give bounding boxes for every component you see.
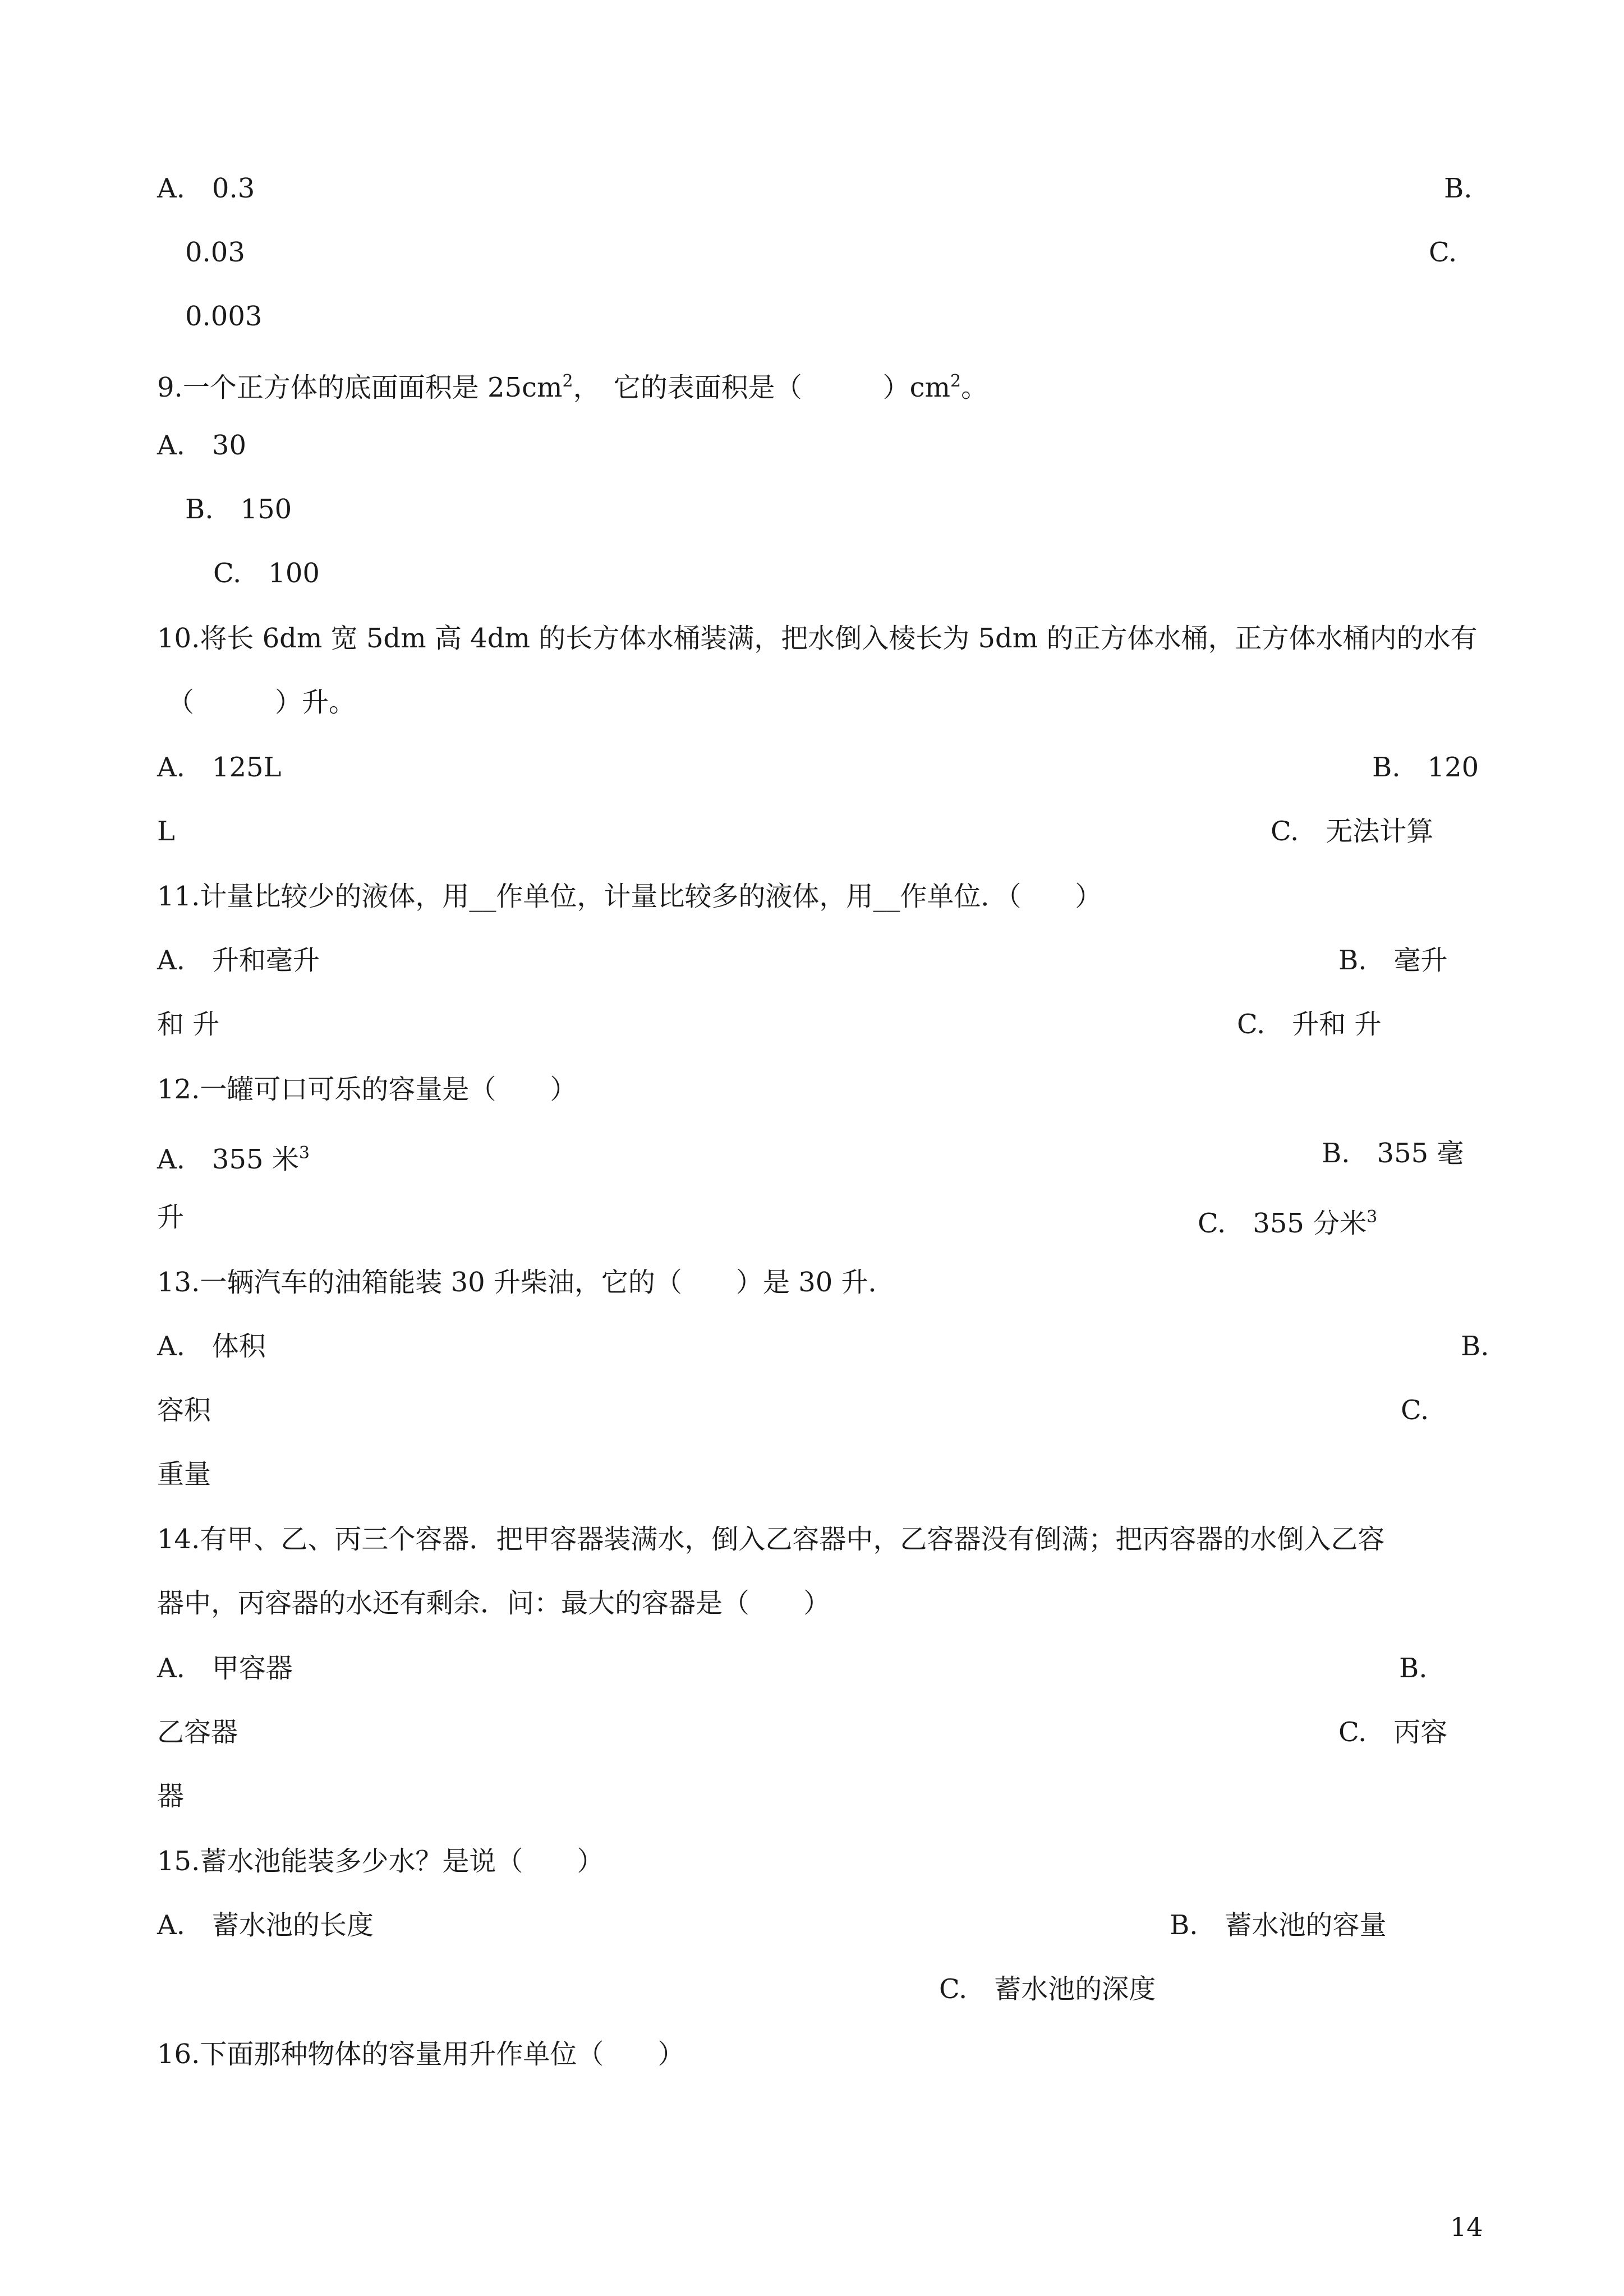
q10-option-b: B. 120 [1372, 752, 1479, 783]
q11-option-a: A. 升和毫升 [157, 945, 320, 976]
q14-option-b-label: B. [1399, 1653, 1428, 1684]
q14-stem-line1: 14.有甲、乙、丙三个容器．把甲容器装满水，倒入乙容器中，乙容器没有倒满；把丙容器的水倒入乙容 [157, 1524, 1385, 1555]
q15-option-c: C. 蓄水池的深度 [939, 1973, 1156, 2005]
q12-option-c: C. 355 分米$^3$ [1198, 1207, 1378, 1239]
q8-option-a: A. 0.3 [157, 173, 255, 204]
q12-option-a: A. 355 米$^3$ [157, 1143, 310, 1175]
q13-option-c-label: C. [1401, 1395, 1429, 1426]
q9-option-a: A. 30 [157, 430, 247, 461]
q13-stem: 13.一辆汽车的油箱能装 30 升柴油，它的（ ）是 30 升． [157, 1267, 895, 1298]
q13-option-c-value: 重量 [157, 1458, 211, 1490]
q15-stem: 15.蓄水池能装多少水？是说（ ） [157, 1846, 604, 1877]
q11-stem: 11.计量比较少的液体，用__作单位，计量比较多的液体，用__作单位．（ ） [157, 881, 1102, 912]
q14-option-a: A. 甲容器 [157, 1653, 293, 1684]
q8-option-b-value: 0.03 [185, 237, 245, 268]
q14-option-c: C. 丙容 [1338, 1717, 1448, 1748]
q11-option-c: C. 升和 升 [1237, 1009, 1382, 1040]
q12-option-b-cont: 升 [157, 1202, 185, 1233]
page-number: 14 [1450, 2212, 1483, 2242]
q16-stem: 16.下面那种物体的容量用升作单位（ ） [157, 2039, 685, 2070]
q8-option-c-value: 0.003 [185, 301, 263, 332]
q10-option-a: A. 125L [157, 752, 282, 783]
q15-option-a: A. 蓄水池的长度 [157, 1910, 374, 1941]
q15-option-b: B. 蓄水池的容量 [1170, 1910, 1387, 1941]
q12-stem: 12.一罐可口可乐的容量是（ ） [157, 1074, 577, 1105]
q9-option-b: B. 150 [185, 494, 292, 525]
q13-option-b-label: B. [1461, 1331, 1489, 1362]
q14-option-c-cont: 器 [157, 1780, 185, 1812]
q11-option-b: B. 毫升 [1338, 945, 1448, 976]
q10-stem-line2: （ ）升。 [167, 687, 356, 718]
q13-option-a: A. 体积 [157, 1331, 266, 1362]
q10-option-c: C. 无法计算 [1271, 816, 1434, 847]
q14-stem-line2: 器中，丙容器的水还有剩余．问：最大的容器是（ ） [157, 1588, 831, 1619]
q8-option-b-label: B. [1444, 173, 1473, 204]
q8-option-c-label: C. [1429, 237, 1457, 268]
q9-option-c: C. 100 [213, 558, 320, 589]
q10-stem-line1: 10.将长 6dm 宽 5dm 高 4dm 的长方体水桶装满，把水倒入棱长为 5dm 的正方体水桶，正方体水桶内的水有 [157, 623, 1478, 654]
q14-option-b-value: 乙容器 [157, 1717, 238, 1748]
q11-option-b-cont: 和 升 [157, 1009, 220, 1040]
q10-option-b-cont: L [157, 816, 175, 847]
q9-stem: 9.一个正方体的底面面积是 $25cm^2$， 它的表面积是（ ）$cm^2$。 [157, 371, 988, 403]
q12-option-b: B. 355 毫 [1322, 1138, 1464, 1169]
q13-option-b-value: 容积 [157, 1395, 211, 1426]
